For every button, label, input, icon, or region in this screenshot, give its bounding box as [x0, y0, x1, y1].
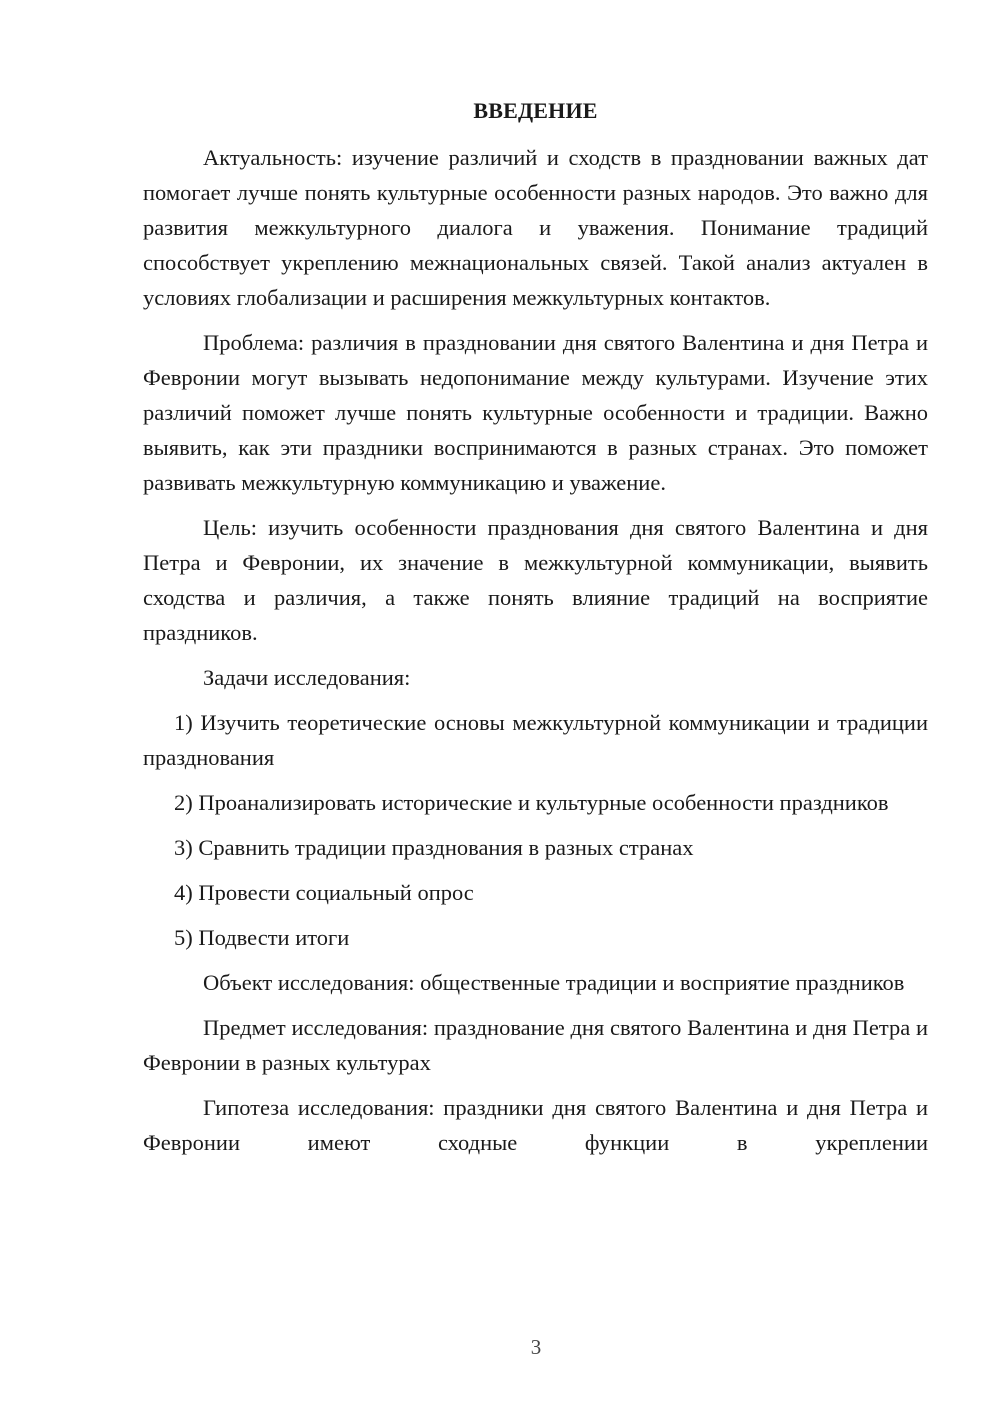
paragraph-hypothesis: Гипотеза исследования: праздники дня святого Валентина и дня Петра и Февронии имеют сходные функции в укреплении — [143, 1095, 928, 1155]
paragraph-subject: Предмет исследования: празднование дня святого Валентина и дня Петра и Февронии в разных культурах — [143, 1015, 928, 1075]
task-item-5: 5) Подвести итоги — [174, 925, 350, 950]
page-content — [143, 96, 928, 1160]
paragraph-problem: Проблема: различия в праздновании дня святого Валентина и дня Петра и Февронии могут вызывать недопонимание между культурами. Изучение этих различий поможет лучше понять культурные особенности и традиции. Важно выявить, как эти праздники воспринимаются в разных странах. Это поможет развивать межкультурную коммуникацию и уважение. — [143, 330, 928, 495]
tasks-heading: Задачи исследования: — [203, 665, 411, 690]
paragraph-goal: Цель: изучить особенности празднования дня святого Валентина и дня Петра и Февронии, их значение в межкультурной коммуникации, выявить сходства и различия, а также понять влияние традиций на восприятие праздников. — [143, 515, 928, 645]
task-item-4: 4) Провести социальный опрос — [174, 880, 474, 905]
section-title: ВВЕДЕНИЕ — [473, 98, 598, 123]
task-item-2: 2) Проанализировать исторические и культурные особенности праздников — [174, 790, 889, 815]
paragraph-relevance: Актуальность: изучение различий и сходств в праздновании важных дат помогает лучше понять культурные особенности разных народов. Это важно для развития межкультурного диалога и уважения. Понимание традиций способствует укреплению межнациональных связей. Такой анализ актуален в условиях глобализации и расширения межкультурных контактов. — [143, 145, 928, 310]
page-number: 3 — [530, 1335, 542, 1359]
task-item-1: 1) Изучить теоретические основы межкультурной коммуникации и традиции празднования — [143, 710, 928, 770]
paragraph-object: Объект исследования: общественные традиции и восприятие праздников — [203, 970, 905, 995]
task-item-3: 3) Сравнить традиции празднования в разных странах — [174, 835, 694, 860]
